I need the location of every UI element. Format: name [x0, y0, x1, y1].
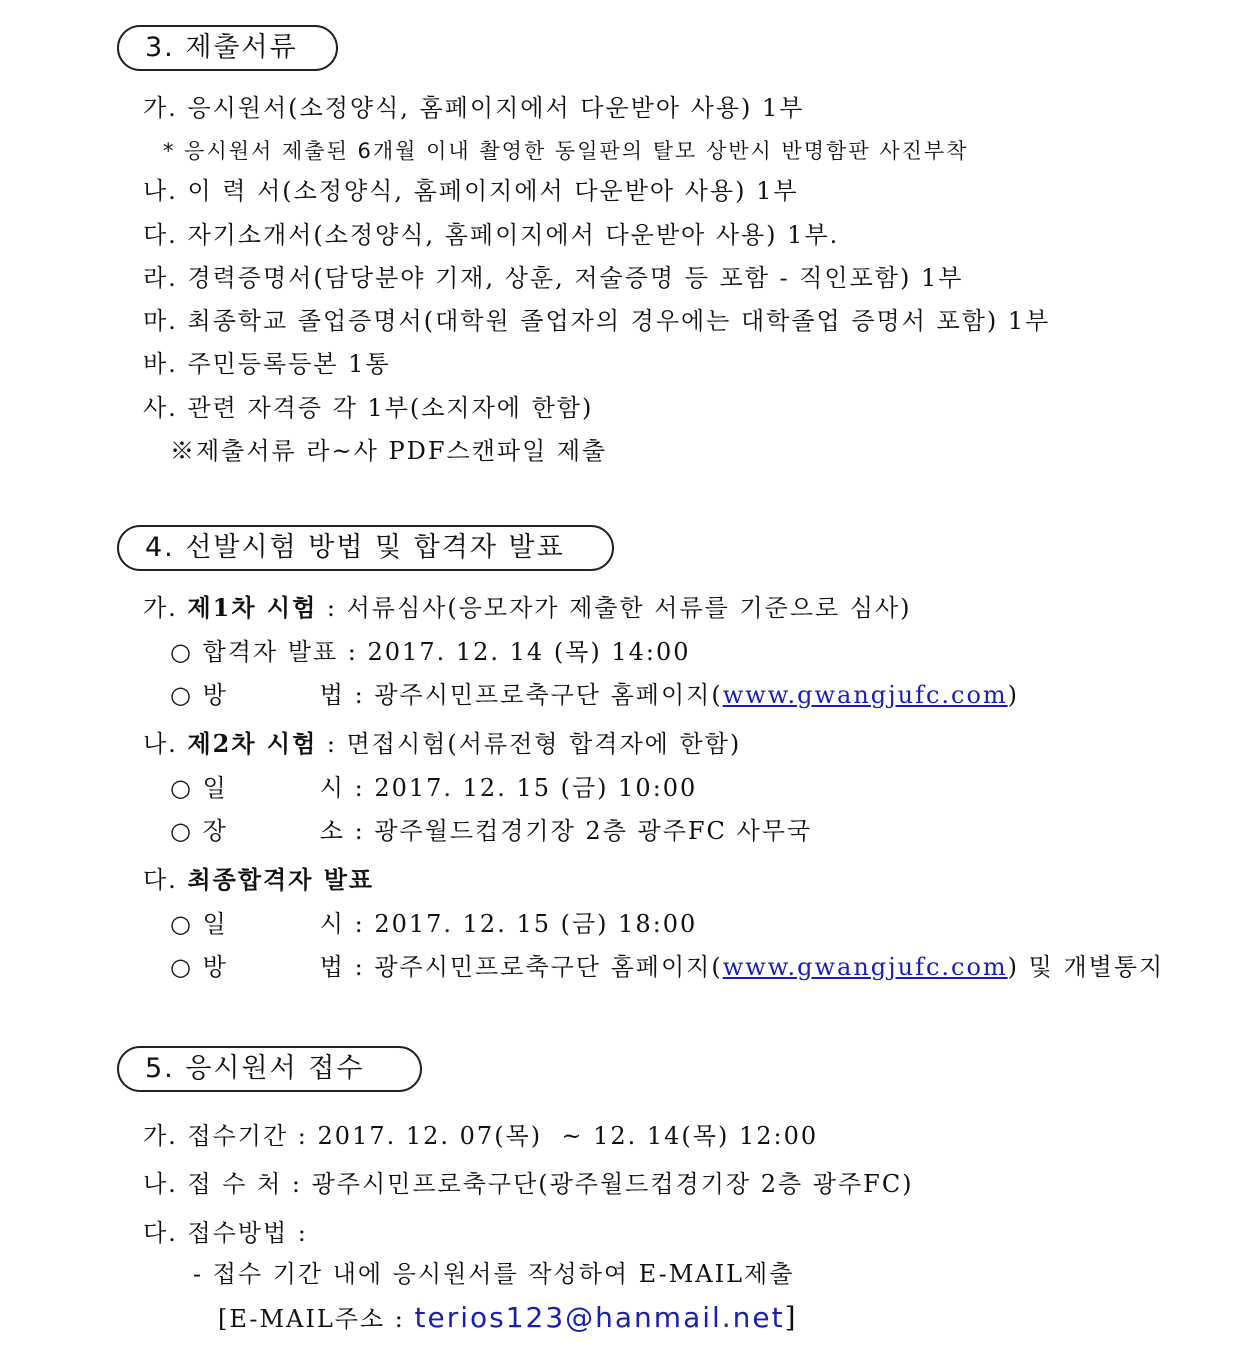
s4-final-row-date [170, 909, 697, 939]
bullet-icon: ○ [170, 638, 193, 666]
row-key-a: 일 [202, 910, 228, 938]
row-after: ) 및 개별통지 [1007, 953, 1165, 981]
s4-first-desc: : 서류심사(응모자가 제출한 서류를 기준으로 심사) [326, 594, 912, 622]
s5-place: 나. 접 수 처 : 광주시민프로축구단(광주월드컵경기장 2층 광주FC) [143, 1170, 914, 1198]
s4-first-label: 제1차 시험 [187, 593, 318, 622]
row-key-a: 장 [202, 817, 228, 845]
s4-second-row-place [170, 816, 812, 846]
homepage-link[interactable]: www.gwangjufc.com [722, 953, 1008, 981]
bullet-icon: ○ [170, 953, 193, 981]
row-key-b: 시 [319, 910, 345, 938]
s4-final-label: 최종합격자 발표 [187, 865, 375, 894]
bullet-icon: ○ [170, 817, 193, 845]
row-after: ) [1007, 681, 1020, 709]
row-key-a: 일 [202, 774, 228, 802]
email-suffix: ] [784, 1301, 798, 1334]
row-key-a: 방 [202, 681, 228, 709]
row-value: : 2017. 12. 15 (금) 10:00 [354, 774, 698, 802]
row-key-a: 방 [202, 953, 228, 981]
homepage-link[interactable]: www.gwangjufc.com [722, 681, 1008, 709]
email-address-link[interactable]: terios123@hanmail.net [414, 1301, 785, 1334]
s4-first-exam [143, 593, 912, 623]
row-value: : 광주월드컵경기장 2층 광주FC 사무국 [354, 817, 813, 845]
bullet-icon: ○ [170, 774, 193, 802]
s4-first-prefix: 가. [143, 594, 178, 622]
s4-final-prefix: 다. [143, 866, 178, 894]
row-value: : 2017. 12. 14 (목) 14:00 [347, 638, 691, 666]
s4-second-exam [143, 729, 741, 759]
bullet-icon: ○ [170, 910, 193, 938]
s3-item-da: 다. 자기소개서(소정양식, 홈페이지에서 다운받아 사용) 1부. [143, 221, 840, 249]
s5-method-detail: - 접수 기간 내에 응시원서를 작성하여 E-MAIL제출 [193, 1260, 795, 1288]
s4-first-row-method [170, 680, 1019, 710]
s3-item-ga: 가. 응시원서(소정양식, 홈페이지에서 다운받아 사용) 1부 [143, 94, 805, 122]
s3-item-sa: 사. 관련 자격증 각 1부(소지자에 한함) [143, 394, 594, 422]
s3-item-ba: 바. 주민등록등본 1통 [143, 350, 391, 378]
s5-email-line [218, 1303, 798, 1334]
bullet-icon: ○ [170, 681, 193, 709]
section-3-title: 3. 제출서류 [117, 25, 338, 71]
section-4-title: 4. 선발시험 방법 및 합격자 발표 [117, 525, 614, 571]
s3-item-ra: 라. 경력증명서(담당분야 기재, 상훈, 저술증명 등 포함 - 직인포함) 1부 [143, 264, 964, 292]
s5-method: 다. 접수방법 : [143, 1219, 308, 1247]
row-key-b: 시 [319, 774, 345, 802]
section-5-title: 5. 응시원서 접수 [117, 1046, 422, 1092]
email-prefix: [E-MAIL주소 : [218, 1305, 415, 1333]
row-value: : 광주시민프로축구단 홈페이지( [354, 953, 723, 981]
row-key-b: 법 [319, 681, 345, 709]
s4-final-row-method [170, 952, 1164, 982]
row-key-b: 소 [319, 817, 345, 845]
row-key-b: 법 [319, 953, 345, 981]
s5-period: 가. 접수기간 : 2017. 12. 07(목) ~ 12. 14(목) 12:00 [143, 1122, 819, 1150]
s4-second-label: 제2차 시험 [187, 729, 318, 758]
s3-photo-note: * 응시원서 제출된 6개월 이내 촬영한 동일판의 탈모 상반시 반명함판 사진부착 [163, 139, 969, 163]
s3-pdf-note: ※제출서류 라~사 PDF스캔파일 제출 [170, 437, 608, 465]
s3-item-na: 나. 이 력 서(소정양식, 홈페이지에서 다운받아 사용) 1부 [143, 177, 799, 205]
row-value: : 광주시민프로축구단 홈페이지( [354, 681, 723, 709]
row-value: : 2017. 12. 15 (금) 18:00 [354, 910, 698, 938]
s4-second-desc: : 면접시험(서류전형 합격자에 한함) [326, 730, 742, 758]
row-key: 합격자 발표 [202, 638, 339, 666]
s4-final-announce [143, 865, 374, 895]
s4-first-row-announce [170, 637, 691, 667]
s4-second-prefix: 나. [143, 730, 178, 758]
s3-item-ma: 마. 최종학교 졸업증명서(대학원 졸업자의 경우에는 대학졸업 증명서 포함) 1부 [143, 307, 1051, 335]
s4-second-row-date [170, 773, 697, 803]
